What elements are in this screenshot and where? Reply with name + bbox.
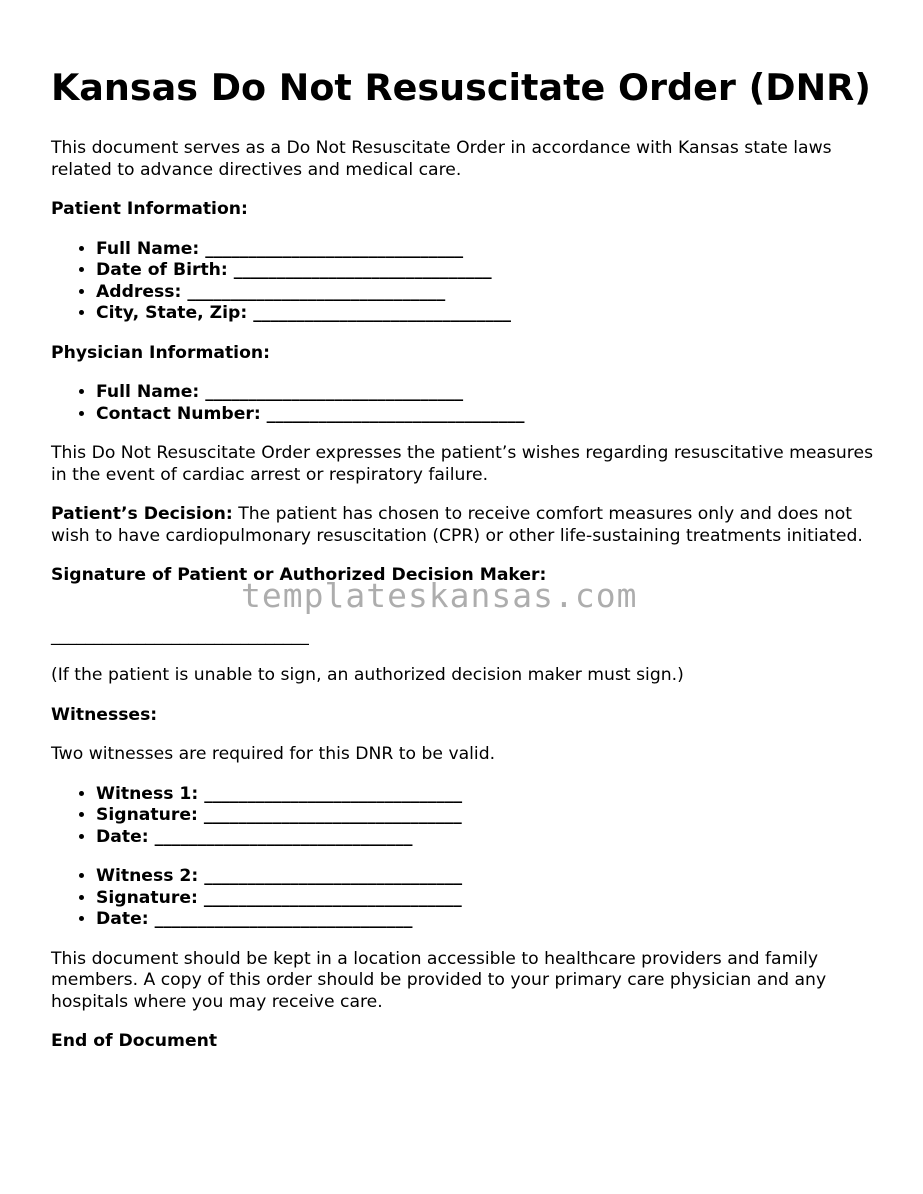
decision-label: Patient’s Decision: xyxy=(51,504,233,524)
physician-full-name-field: • Full Name: ______________________________ xyxy=(96,382,881,404)
decision-text: The patient has chosen to receive comfort measures only and does not wish to have cardiopulmonary resuscitation (CPR) or other life-sustaining treatments initiated. xyxy=(51,504,863,546)
signature-note: (If the patient is unable to sign, an authorized decision maker must sign.) xyxy=(51,665,684,685)
patient-city-state-zip-field: • City, State, Zip: ______________________________ xyxy=(96,303,881,325)
patient-info-heading: Patient Information: xyxy=(51,199,248,219)
decision-paragraph xyxy=(51,504,881,547)
physician-info-heading: Physician Information: xyxy=(51,342,270,363)
patient-full-name-field: • Full Name: ______________________________ xyxy=(96,239,881,261)
intro-paragraph: This document serves as a Do Not Resuscitate Order in accordance with Kansas state laws related to advance directives and medical care. xyxy=(51,138,832,180)
witness-2-date-field: • Date: ______________________________ xyxy=(96,909,881,931)
physician-info-list xyxy=(51,382,881,425)
signature-heading: Signature of Patient or Authorized Decision Maker: xyxy=(51,565,547,585)
witness-1-date-field: • Date: ______________________________ xyxy=(96,827,881,849)
patient-dob-field: • Date of Birth: ______________________________ xyxy=(96,260,881,282)
witnesses-requirement: Two witnesses are required for this DNR to be valid. xyxy=(51,744,496,764)
patient-address-field: • Address: ______________________________ xyxy=(96,282,881,304)
witness-1-name-field: • Witness 1: ______________________________ xyxy=(96,784,881,806)
witness-2-name-field: • Witness 2: ______________________________ xyxy=(96,866,881,888)
witness-1-signature-field: • Signature: ______________________________ xyxy=(96,805,881,827)
storage-note: This document should be kept in a location accessible to healthcare providers and family members. A copy of this order should be provided to your primary care physician and any hospitals where you may receive care. xyxy=(51,948,827,1012)
physician-contact-field: • Contact Number: ______________________________ xyxy=(96,404,881,426)
wishes-paragraph: This Do Not Resuscitate Order expresses the patient’s wishes regarding resuscitative measures in the event of cardiac arrest or respiratory failure. xyxy=(51,443,874,485)
witness-1-list xyxy=(51,784,881,849)
witnesses-heading: Witnesses: xyxy=(51,704,158,725)
signature-line: ______________________________ xyxy=(51,625,309,646)
witness-2-list xyxy=(51,866,881,931)
document-page xyxy=(51,66,881,1071)
end-of-document: End of Document xyxy=(51,1031,218,1051)
patient-info-list xyxy=(51,239,881,325)
watermark-text: templateskansas.com xyxy=(241,576,638,615)
witness-2-signature-field: • Signature: ______________________________ xyxy=(96,888,881,910)
document-title: Kansas Do Not Resuscitate Order (DNR) xyxy=(51,66,871,109)
